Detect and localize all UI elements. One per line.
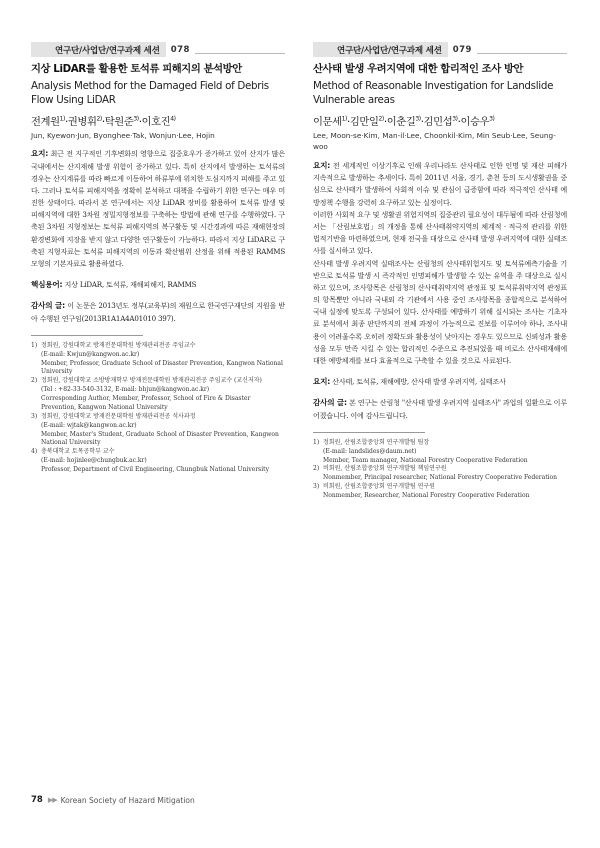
abstract-paragraph: 이러한 사회적 요구 및 생활권 위험지역의 집중관리 필요성이 대두됨에 따라 산림청에서는 「산림보호법」의 개정을 통해 산사태취약지역의 체계적 · 적극적 관리를 위한 법적기반을 마련하였으며, 현재 전국을 대상으로 산사태 발생 우려지역에 대한 실태조사를 실시하고 있다. [313, 209, 567, 256]
footnote-number: 3) [313, 483, 320, 491]
keywords-label: 핵심용어: [31, 280, 63, 290]
page-footer [31, 795, 195, 805]
keywords-text: 지상 LiDAR, 토석류, 재해피해지, RAMMS [64, 280, 197, 290]
footnote-line: (Tel : +82-33-540-3132, E-mail: bhjun@kangwon.ac.kr) [41, 386, 210, 394]
acknowledgement-label: 감사의 글: [313, 398, 347, 408]
authors-english: Jun, Kyewon·Jun, Byonghee·Tak, Wonjun·Lee, Hojin [31, 130, 215, 140]
footnote-number: 2) [313, 465, 320, 473]
author-name: 김민섭 [423, 115, 453, 128]
footnote-line: 정회원, 강원대학교 방재전문대학원 방재관리전공 주임교수 [41, 341, 196, 349]
footnote-line: (E-mail: landslides@daum.net) [323, 447, 417, 455]
author-name: 권병휘 [67, 115, 97, 128]
authors-korean: 전계원$^{1)}$·권병휘$^{2)}$·탁원준$^{3)}$·이호진$^{4)}$ [31, 115, 176, 128]
acknowledgement-label: 감사의 글: [31, 301, 66, 311]
footnote-line: Member, Master's Student, Graduate School of Disaster Prevention, Kangwon National University [41, 430, 279, 447]
author-affiliation-mark: 2) [96, 115, 102, 123]
keywords [31, 278, 285, 291]
author-name: 이승우 [460, 115, 490, 128]
author-affiliation-mark: 3) [133, 115, 139, 123]
author-affiliation-mark: 3) [489, 115, 495, 123]
footnote-line: (E-mail: hojinlee@chungbuk.ac.kr) [41, 457, 147, 465]
footnote-line: 비회원, 산림조합중앙회 연구개발팀 연구원 [323, 483, 435, 491]
session-tag-number: 079 [452, 44, 472, 55]
abstract-label: 요지: [31, 149, 49, 159]
session-tag [31, 42, 285, 57]
article-title-english: Method of Reasonable Investigation for Landslide Vulnerable areas [313, 79, 554, 106]
footnotes [31, 342, 285, 475]
article-title-korean: 지상 LiDAR를 활용한 토석류 피해지의 분석방안 [31, 63, 242, 75]
footnote [31, 342, 285, 378]
footnote-number: 3) [31, 412, 38, 420]
footnote-line: Professor, Department of Civil Engineering, Chungbuk National University [41, 466, 269, 474]
tag-divider [195, 53, 285, 54]
keywords [313, 375, 567, 388]
footnote-line: 정회원, 산림조합중앙회 연구개발팀 팀장 [323, 438, 430, 446]
acknowledgement-text: 이 논문은 2013년도 정부(교육부)의 재원으로 한국연구재단의 지원을 받아 수행된 연구임(2013R1A1A4A01010 397). [31, 301, 285, 323]
footnotes [313, 439, 567, 501]
footnote-line: Corresponding Author, Member, Professor, School of Fire & Disaster Prevention, Kangwon National University [41, 395, 251, 411]
society-name: Korean Society of Hazard Mitigation [60, 795, 195, 805]
acknowledgement [31, 299, 285, 324]
session-tag-label: 연구단/사업단/연구과제 세션 [31, 42, 166, 57]
double-arrow-icon: ▶▶ [47, 796, 57, 804]
footnote-number: 4) [31, 448, 38, 456]
footnote [313, 439, 567, 466]
acknowledgement [313, 396, 567, 421]
footnote [31, 448, 285, 475]
keywords-label: 요지: [313, 377, 331, 387]
footnote-line: Nonmember, Principal researcher, National Forestry Cooperative Federation [323, 474, 557, 482]
keywords-text: 산사태, 토석류, 재해예방, 산사태 발생 우려지역, 실태조사 [332, 377, 506, 387]
footnote-line: Nonmember, Researcher, National Forestry Cooperative Federation [323, 492, 530, 500]
article-078 [31, 42, 285, 475]
footnote-line: Member, Professor, Graduate School of Disaster Prevention, Kangwon National University [41, 359, 283, 376]
footnote-line: Member, Team manager, National Forestry Cooperative Federation [323, 456, 528, 464]
footnote [31, 377, 285, 413]
abstract-label: 요지: [313, 161, 331, 171]
abstract-text: 최근 전 지구적인 기후변화의 영향으로 집중호우가 증가하고 있어 산지가 많은 국내에서는 산지재해 발생 위험이 증가하고 있다. 특히 산지에서 발생하는 토석류의 경우는 산지계류를 따라 빠르게 이동하여 하류부에 위치한 도심지까지 피해를 주고 있다. 그러나 토석류 피해지역을 정확히 분석하고 대책을 수립하기 위한 연구는 매우 미진한 상태이다. 따라서 본 연구에서는 지상 LiDAR 장비를 활용하여 토석류 발생 및 피해지역에 대한 3차원 정밀지형정보를 구축하는 방법에 관해 연구를 수행하였다. 구축된 3차원 지형정보는 토석류 피해지역의 복구활동 및 시간경과에 따른 재해현장의 환경변화에 지장을 받지 않고 다양한 연구활동이 가능하다. 따라서 지상 LiDAR로 구축된 지형자료는 토석류 피해지역의 이동과 확산범위 산정을 위해 적용된 RAMMS 모형의 기본자료로 활용하였다. [31, 149, 285, 269]
author-affiliation-mark: 4) [170, 115, 176, 123]
authors-korean: 이문세$^{1)}$·김만일$^{2)}$·이춘길$^{3)}$·김민섭$^{3)}$·이승우$^{3)}$ [313, 115, 495, 128]
session-tag-number: 078 [170, 44, 190, 55]
author-name: 김만일 [349, 115, 379, 128]
abstract [313, 159, 567, 367]
footnote [313, 465, 567, 483]
author-name: 이춘길 [386, 115, 416, 128]
author-affiliation-mark: 1) [59, 115, 65, 123]
author-name: 이문세 [313, 115, 342, 128]
author-name: 전계원 [31, 115, 60, 128]
acknowledgement-text: 본 연구는 산림청 "산사태 발생 우려지역 실태조사" 과업의 일환으로 이루어졌습니다. 이에 감사드립니다. [313, 398, 567, 420]
author-affiliation-mark: 1) [341, 115, 347, 123]
footnote [31, 413, 285, 449]
abstract-paragraph: 전 세계적인 이상기후로 인해 우리나라도 산사태로 인한 인명 및 재산 피해가 지속적으로 발생하는 추세이다. 특히 2011년 서울, 경기, 춘천 등의 도시생활권을 중심으로 산사태가 발생하여 사회적 이슈 및 관심이 급증함에 따라 적극적인 산사태 예방정책 수행을 강력히 요구하고 있는 실정이다. [313, 161, 567, 207]
footnote-line: 비회원, 산림조합중앙회 연구개발팀 책임연구원 [323, 465, 447, 473]
footnote-line: (E-mail: wjtak@kangwon.ac.kr) [41, 421, 137, 429]
article-title-korean: 산사태 발생 우려지역에 대한 합리적인 조사 방안 [313, 63, 524, 75]
author-affiliation-mark: 3) [415, 115, 421, 123]
tag-divider [477, 53, 567, 54]
footnote-number: 2) [31, 377, 38, 385]
footnote-line: 정회원, 강원대학교 소방방재학부 방재전문대학원 방재관리전공 주임교수 (교신저자) [41, 377, 262, 385]
footnote-number: 1) [313, 438, 320, 446]
page-number: 78 [31, 795, 43, 805]
session-tag-label: 연구단/사업단/연구과제 세션 [313, 42, 448, 57]
author-name: 이호진 [141, 115, 171, 128]
footnote-line: 충북대학교 토목공학부 교수 [41, 448, 115, 456]
footnote-divider [313, 432, 425, 433]
footnote-number: 1) [31, 341, 38, 349]
footnote-line: 정회원, 강원대학교 방재전문대학원 방재관리전공 석사과정 [41, 412, 196, 420]
session-tag [313, 42, 567, 57]
abstract-paragraph: 산사태 발생 우려지역 실태조사는 산림청의 산사태위험지도 및 토석류예측기술을 기반으로 토석류 발생 시 즉각적인 인명피해가 발생할 수 있는 유역을 주 대상으로 실시하고 있으며, 조사항목은 산림청의 산사태취약지역 관정표 및 토석류취약지역 관정표의 항목뿐만 아니라 국내외 각 기관에서 사용 중인 조사항목을 종합적으로 분석하여 국내 실정에 맞도록 구성되어 있다. 산사태를 예방하기 위해 실시되는 조사는 기초자료 분석에서 최종 판단까지의 전체 과정이 가능적으로 진보를 이루어야 하나, 조사내용이 어려울수록 오히려 정확도와 활용성이 낮아지는 경우도 있으므로 신뢰성과 활용성을 모두 만족 시킬 수 있는 합리적인 수준으로 추진되었을 때 비로소 산사태재해에 대한 예방체계를 보다 효율적으로 구축할 수 있을 것으로 사료된다. [313, 258, 567, 366]
article-079 [313, 42, 567, 501]
authors-english: Lee, Moon-se·Kim, Man-il·Lee, Choonkil·Kim, Min Seub·Lee, Seung-woo [313, 130, 556, 152]
footnote [313, 483, 567, 501]
author-affiliation-mark: 3) [452, 115, 458, 123]
author-name: 탁원준 [104, 115, 134, 128]
abstract [31, 147, 285, 270]
author-affiliation-mark: 2) [378, 115, 384, 123]
article-title-english: Analysis Method for the Damaged Field of Debris Flow Using LiDAR [31, 79, 269, 106]
footnote-line: (E-mail: Kwjun@kangwon.ac.kr) [41, 350, 140, 358]
footnote-divider [31, 335, 143, 336]
